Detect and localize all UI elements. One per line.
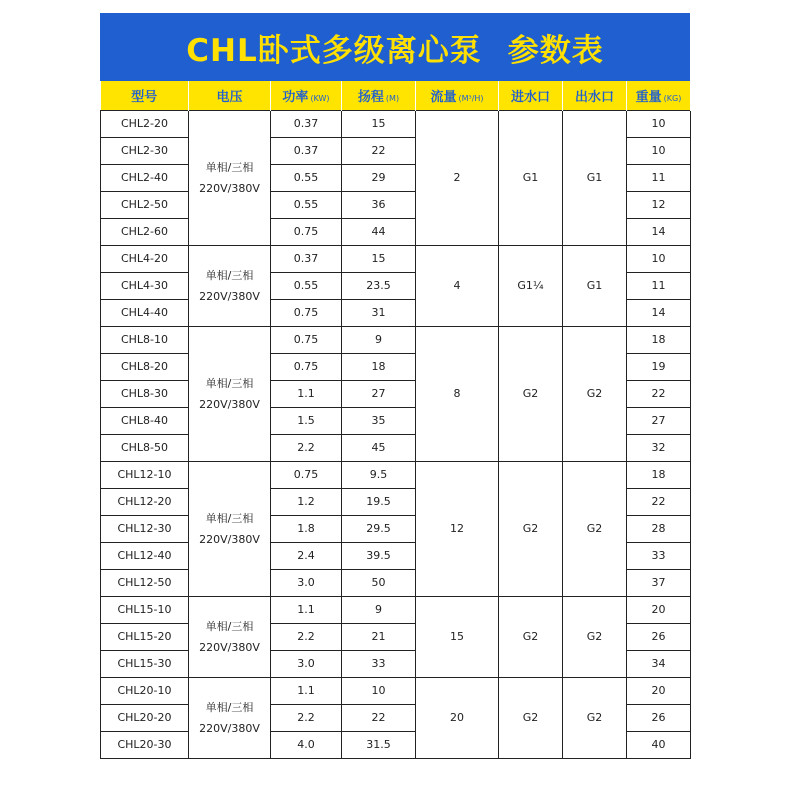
cell-power: 0.75 (271, 461, 342, 488)
cell-head: 15 (342, 110, 416, 137)
cell-weight: 26 (627, 704, 691, 731)
cell-model: CHL15-30 (101, 650, 189, 677)
cell-weight: 11 (627, 272, 691, 299)
cell-inlet: G2 (499, 596, 563, 677)
cell-power: 0.75 (271, 353, 342, 380)
cell-model: CHL4-30 (101, 272, 189, 299)
cell-model: CHL8-20 (101, 353, 189, 380)
cell-head: 33 (342, 650, 416, 677)
header-weight: 重量 (KG) (627, 81, 691, 110)
cell-model: CHL20-20 (101, 704, 189, 731)
table-row (101, 596, 691, 623)
cell-head: 36 (342, 191, 416, 218)
cell-voltage (189, 110, 271, 245)
cell-power: 3.0 (271, 569, 342, 596)
cell-flow: 12 (416, 461, 499, 596)
cell-weight: 10 (627, 137, 691, 164)
table-row (101, 326, 691, 353)
cell-weight: 22 (627, 488, 691, 515)
cell-voltage (189, 461, 271, 596)
cell-model: CHL2-40 (101, 164, 189, 191)
table-row (101, 245, 691, 272)
title-sub: 参数表 (507, 32, 604, 69)
cell-head: 50 (342, 569, 416, 596)
cell-model: CHL12-30 (101, 515, 189, 542)
table-row (101, 677, 691, 704)
title-main: CHL卧式多级离心泵 (186, 32, 482, 69)
cell-power: 2.2 (271, 434, 342, 461)
cell-head: 44 (342, 218, 416, 245)
header-outlet: 出水口 (563, 81, 627, 110)
cell-power: 1.1 (271, 596, 342, 623)
cell-head: 45 (342, 434, 416, 461)
cell-model: CHL20-10 (101, 677, 189, 704)
cell-power: 0.75 (271, 326, 342, 353)
cell-model: CHL2-30 (101, 137, 189, 164)
cell-head: 10 (342, 677, 416, 704)
cell-power: 0.75 (271, 299, 342, 326)
voltage-phase: 单相/三相 (205, 700, 254, 714)
cell-power: 1.1 (271, 380, 342, 407)
voltage-phase: 单相/三相 (205, 376, 254, 390)
cell-head: 35 (342, 407, 416, 434)
cell-inlet: G2 (499, 326, 563, 461)
cell-outlet: G2 (563, 677, 627, 758)
voltage-value: 220V/380V (199, 532, 260, 546)
cell-weight: 10 (627, 110, 691, 137)
header-power-unit: (KW) (310, 93, 330, 103)
cell-head: 39.5 (342, 542, 416, 569)
cell-power: 2.2 (271, 623, 342, 650)
header-head: 扬程 (M) (342, 81, 416, 110)
voltage-value: 220V/380V (199, 289, 260, 303)
cell-head: 18 (342, 353, 416, 380)
cell-power: 0.55 (271, 191, 342, 218)
cell-head: 31 (342, 299, 416, 326)
header-model: 型号 (101, 81, 189, 110)
cell-model: CHL20-30 (101, 731, 189, 758)
cell-weight: 10 (627, 245, 691, 272)
cell-weight: 11 (627, 164, 691, 191)
parameter-table (100, 81, 691, 759)
cell-outlet: G2 (563, 326, 627, 461)
cell-outlet: G2 (563, 461, 627, 596)
cell-weight: 40 (627, 731, 691, 758)
header-flow: 流量 (M³/H) (416, 81, 499, 110)
cell-power: 1.2 (271, 488, 342, 515)
cell-power: 0.55 (271, 272, 342, 299)
cell-model: CHL12-50 (101, 569, 189, 596)
cell-flow: 2 (416, 110, 499, 245)
cell-head: 9 (342, 596, 416, 623)
cell-power: 1.8 (271, 515, 342, 542)
cell-weight: 32 (627, 434, 691, 461)
cell-power: 0.37 (271, 137, 342, 164)
cell-model: CHL4-20 (101, 245, 189, 272)
cell-weight: 18 (627, 326, 691, 353)
cell-model: CHL15-20 (101, 623, 189, 650)
voltage-phase: 单相/三相 (205, 268, 254, 282)
cell-model: CHL8-30 (101, 380, 189, 407)
cell-model: CHL4-40 (101, 299, 189, 326)
cell-inlet: G1 (499, 110, 563, 245)
header-head-unit: (M) (385, 93, 400, 103)
cell-weight: 27 (627, 407, 691, 434)
cell-weight: 19 (627, 353, 691, 380)
cell-flow: 8 (416, 326, 499, 461)
header-flow-unit: (M³/H) (458, 93, 484, 103)
header-voltage: 电压 (189, 81, 271, 110)
voltage-value: 220V/380V (199, 181, 260, 195)
cell-head: 31.5 (342, 731, 416, 758)
cell-power: 2.2 (271, 704, 342, 731)
cell-voltage (189, 326, 271, 461)
voltage-value: 220V/380V (199, 640, 260, 654)
cell-model: CHL12-40 (101, 542, 189, 569)
cell-power: 0.55 (271, 164, 342, 191)
cell-flow: 15 (416, 596, 499, 677)
cell-head: 21 (342, 623, 416, 650)
cell-weight: 22 (627, 380, 691, 407)
cell-weight: 14 (627, 299, 691, 326)
cell-weight: 33 (627, 542, 691, 569)
cell-weight: 20 (627, 677, 691, 704)
cell-outlet: G1 (563, 245, 627, 326)
cell-weight: 12 (627, 191, 691, 218)
cell-model: CHL2-60 (101, 218, 189, 245)
cell-weight: 26 (627, 623, 691, 650)
voltage-value: 220V/380V (199, 721, 260, 735)
cell-head: 15 (342, 245, 416, 272)
spec-sheet (100, 13, 690, 784)
cell-weight: 20 (627, 596, 691, 623)
cell-head: 23.5 (342, 272, 416, 299)
voltage-phase: 单相/三相 (205, 160, 254, 174)
cell-model: CHL15-10 (101, 596, 189, 623)
cell-head: 29.5 (342, 515, 416, 542)
cell-head: 29 (342, 164, 416, 191)
cell-model: CHL12-20 (101, 488, 189, 515)
cell-outlet: G1 (563, 110, 627, 245)
cell-weight: 34 (627, 650, 691, 677)
cell-voltage (189, 596, 271, 677)
title-banner (100, 13, 690, 81)
voltage-phase: 单相/三相 (205, 619, 254, 633)
cell-power: 2.4 (271, 542, 342, 569)
cell-head: 27 (342, 380, 416, 407)
header-row (101, 81, 691, 110)
cell-head: 19.5 (342, 488, 416, 515)
cell-weight: 37 (627, 569, 691, 596)
cell-inlet: G1¼ (499, 245, 563, 326)
cell-model: CHL2-50 (101, 191, 189, 218)
voltage-phase: 单相/三相 (205, 511, 254, 525)
cell-flow: 4 (416, 245, 499, 326)
cell-model: CHL12-10 (101, 461, 189, 488)
cell-model: CHL8-50 (101, 434, 189, 461)
cell-head: 9 (342, 326, 416, 353)
cell-inlet: G2 (499, 461, 563, 596)
table-body (101, 110, 691, 758)
cell-power: 4.0 (271, 731, 342, 758)
cell-weight: 18 (627, 461, 691, 488)
cell-power: 0.75 (271, 218, 342, 245)
header-inlet: 进水口 (499, 81, 563, 110)
cell-weight: 14 (627, 218, 691, 245)
cell-inlet: G2 (499, 677, 563, 758)
cell-model: CHL8-10 (101, 326, 189, 353)
cell-model: CHL8-40 (101, 407, 189, 434)
table-row (101, 110, 691, 137)
cell-model: CHL2-20 (101, 110, 189, 137)
cell-weight: 28 (627, 515, 691, 542)
cell-power: 1.1 (271, 677, 342, 704)
voltage-value: 220V/380V (199, 397, 260, 411)
cell-power: 3.0 (271, 650, 342, 677)
header-power: 功率 (KW) (271, 81, 342, 110)
cell-outlet: G2 (563, 596, 627, 677)
cell-head: 22 (342, 704, 416, 731)
cell-power: 1.5 (271, 407, 342, 434)
cell-head: 9.5 (342, 461, 416, 488)
cell-voltage (189, 245, 271, 326)
cell-power: 0.37 (271, 110, 342, 137)
cell-power: 0.37 (271, 245, 342, 272)
cell-flow: 20 (416, 677, 499, 758)
header-weight-unit: (KG) (663, 93, 682, 103)
cell-head: 22 (342, 137, 416, 164)
table-row (101, 461, 691, 488)
cell-voltage (189, 677, 271, 758)
